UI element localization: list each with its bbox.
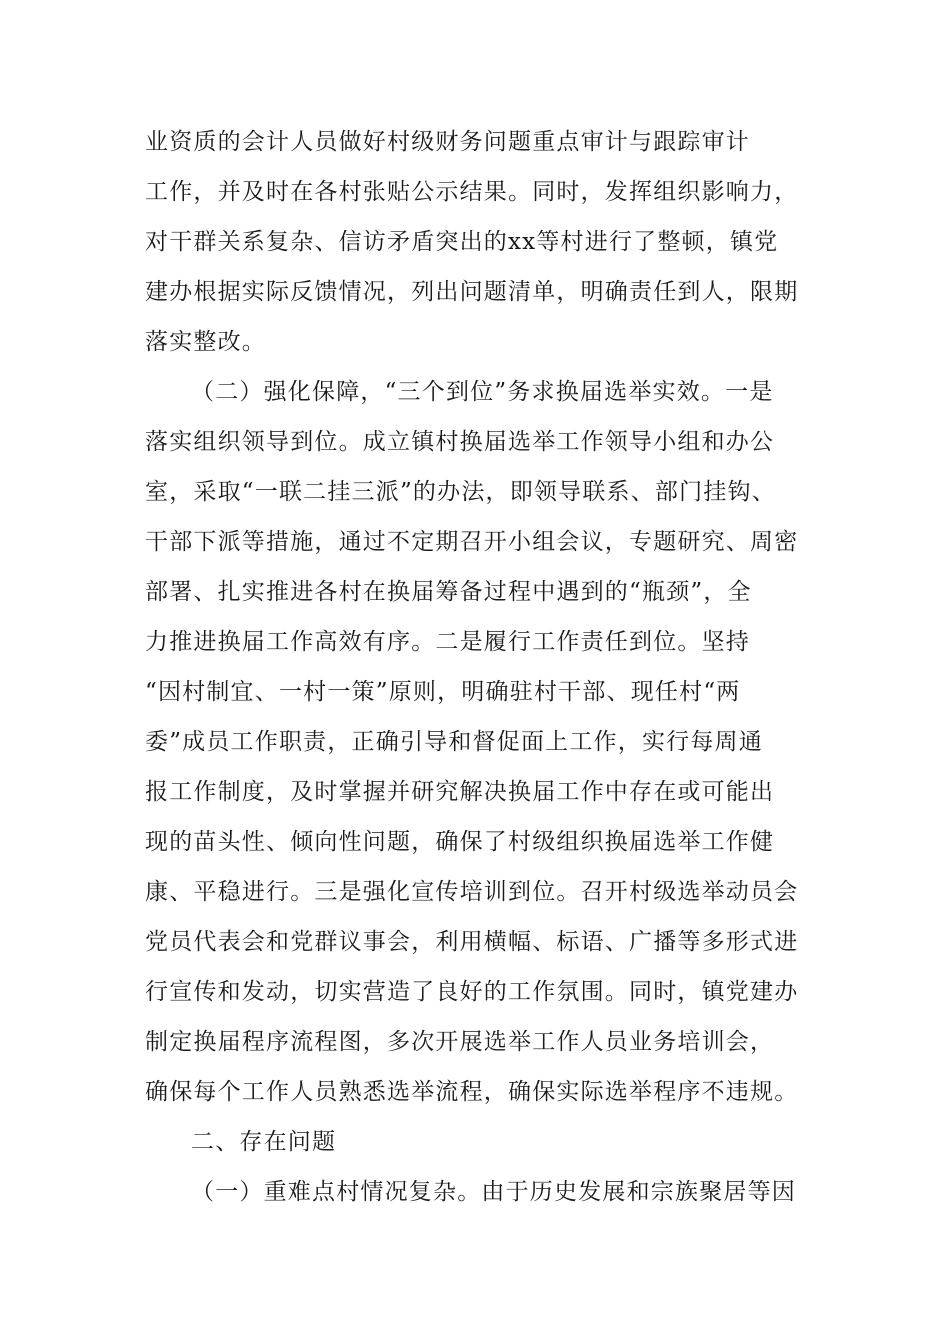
text-line: 制定换届程序流程图，多次开展选举工作人员业务培训会，: [145, 1029, 775, 1055]
text-line: “因村制宜、一村一策”原则，明确驻村干部、现任村“两: [145, 679, 741, 705]
text-line: 室，采取“一联二挂三派”的办法，即领导联系、部门挂钩、: [145, 479, 776, 505]
text-line: 报工作制度，及时掌握并研究解决换届工作中存在或可能出: [145, 779, 775, 805]
text-line: 党员代表会和党群议事会，利用横幅、标语、广播等多形式进: [145, 929, 799, 955]
text-line: 力推进换届工作高效有序。二是履行工作责任到位。坚持: [145, 629, 750, 655]
text-line: 确保每个工作人员熟悉选举流程，确保实际选举程序不违规。: [145, 1079, 799, 1105]
section-heading-line: （一）重难点村情况复杂。由于历史发展和宗族聚居等因: [191, 1179, 796, 1205]
section-heading-line: （二）强化保障，“三个到位”务求换届选举实效。一是: [191, 379, 774, 405]
section-heading: 二、存在问题: [191, 1129, 337, 1155]
text-line: 康、平稳进行。三是强化宣传培训到位。召开村级选举动员会: [145, 879, 799, 905]
text-line: 建办根据实际反馈情况，列出问题清单，明确责任到人，限期: [145, 279, 799, 305]
text-line: 部署、扎实推进各村在换届筹备过程中遇到的“瓶颈”，全: [145, 579, 752, 605]
text-line: 落实组织领导到位。成立镇村换届选举工作领导小组和办公: [145, 429, 775, 455]
text-line: 行宣传和发动，切实营造了良好的工作氛围。同时，镇党建办: [145, 979, 799, 1005]
text-line: 委”成员工作职责，正确引导和督促面上工作，实行每周通: [145, 729, 763, 755]
text-line: 现的苗头性、倾向性问题，确保了村级组织换届选举工作健: [145, 829, 775, 855]
text-line: 对干群关系复杂、信访矛盾突出的xx等村进行了整顿，镇党: [145, 229, 779, 255]
text-line: 干部下派等措施，通过不定期召开小组会议，专题研究、周密: [145, 529, 799, 555]
text-line: 业资质的会计人员做好村级财务问题重点审计与跟踪审计: [145, 129, 750, 155]
text-line: 落实整改。: [145, 329, 266, 355]
text-line: 工作，并及时在各村张贴公示结果。同时，发挥组织影响力，: [145, 179, 799, 205]
